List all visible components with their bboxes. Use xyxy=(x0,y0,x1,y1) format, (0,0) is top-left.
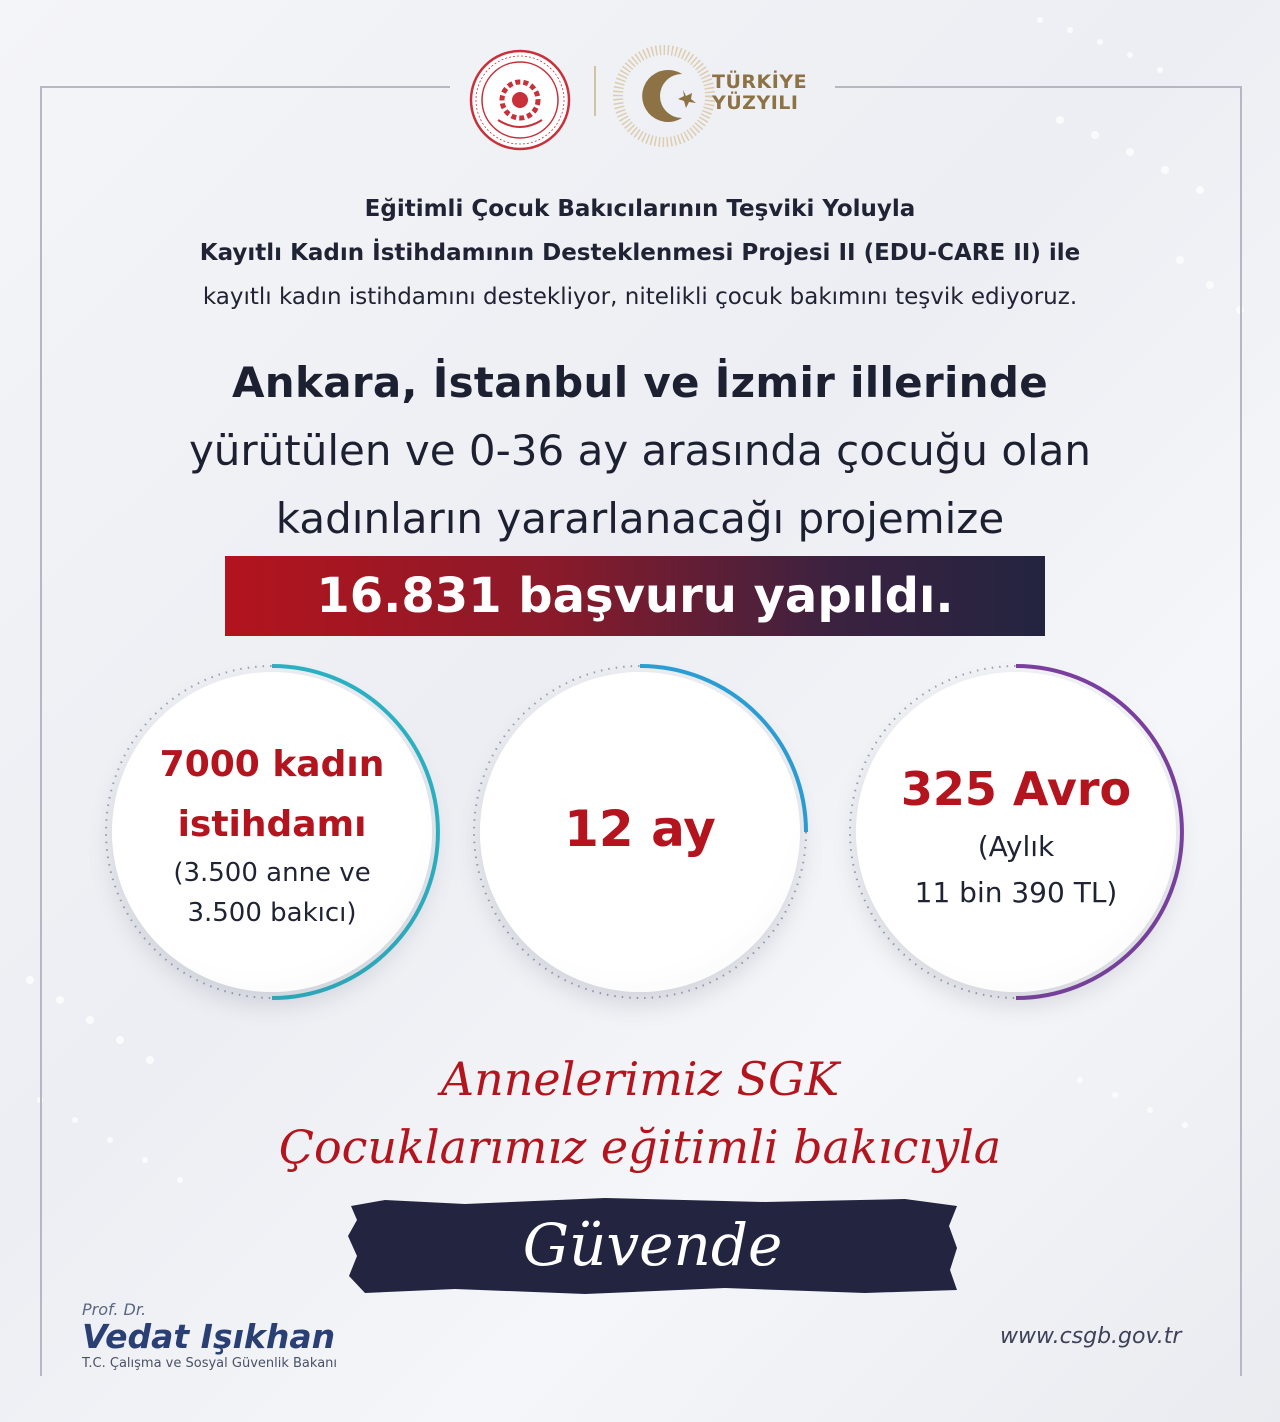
stat-employment-line3: (3.500 anne ve xyxy=(173,858,371,888)
slogan-line-3: Güvende xyxy=(522,1211,783,1279)
stat-duration-value: 12 ay xyxy=(564,800,716,858)
turkiye-yuzyili-text xyxy=(712,72,807,114)
headline-line-1: Ankara, İstanbul ve İzmir illerinde xyxy=(231,358,1049,407)
logo-separator xyxy=(594,66,596,116)
turkiye-yuzyili-line1: TÜRKİYE xyxy=(712,71,808,93)
stat-payment-line3: 11 bin 390 TL) xyxy=(914,876,1118,909)
signature-title: Prof. Dr. xyxy=(82,1300,147,1319)
applications-banner: 16.831 başvuru yapıldı. xyxy=(225,556,1045,636)
turkiye-yuzyili-line2: YÜZYILI xyxy=(712,92,799,114)
frame-line-top-left xyxy=(40,86,450,88)
intro-line-3: kayıtlı kadın istihdamını destekliyor, nitelikli çocuk bakımını teşvik ediyoruz. xyxy=(202,284,1078,310)
frame-line-top-right xyxy=(835,86,1242,88)
frame-line-right xyxy=(1240,86,1242,1376)
website-link[interactable]: www.csgb.gov.tr xyxy=(1000,1324,1182,1349)
stat-payment-line2: (Aylık xyxy=(977,830,1055,863)
ministry-seal-icon xyxy=(468,48,572,152)
signature-name: Vedat Işıkhan xyxy=(82,1317,336,1356)
slogan-line-2: Çocuklarımız eğitimli bakıcıyla xyxy=(278,1120,1002,1174)
stat-circle-employment xyxy=(92,652,452,1012)
frame-line-left xyxy=(40,86,42,1376)
headline-line-3: kadınların yararlanacağı projemize xyxy=(275,494,1005,543)
stat-payment-value: 325 Avro xyxy=(900,762,1132,816)
intro-line-1: Eğitimli Çocuk Bakıcılarının Teşviki Yoluyla xyxy=(364,196,916,222)
signature-block xyxy=(82,1300,337,1371)
stat-employment-line2: istihdamı xyxy=(177,804,367,845)
intro-line-2: Kayıtlı Kadın İstihdamının Desteklenmesi Projesi II (EDU-CARE II) ile xyxy=(199,240,1081,266)
stat-circle-payment xyxy=(836,652,1196,1012)
stat-employment-line4: 3.500 bakıcı) xyxy=(187,898,357,928)
stat-employment-line1: 7000 kadın xyxy=(159,744,385,785)
headline-line-2: yürütülen ve 0-36 ay arasında çocuğu olan xyxy=(188,426,1092,475)
signature-role: T.C. Çalışma ve Sosyal Güvenlik Bakanı xyxy=(82,1356,338,1371)
slogan-line-1: Annelerimiz SGK xyxy=(440,1052,840,1106)
stat-circle-duration xyxy=(460,652,820,1012)
